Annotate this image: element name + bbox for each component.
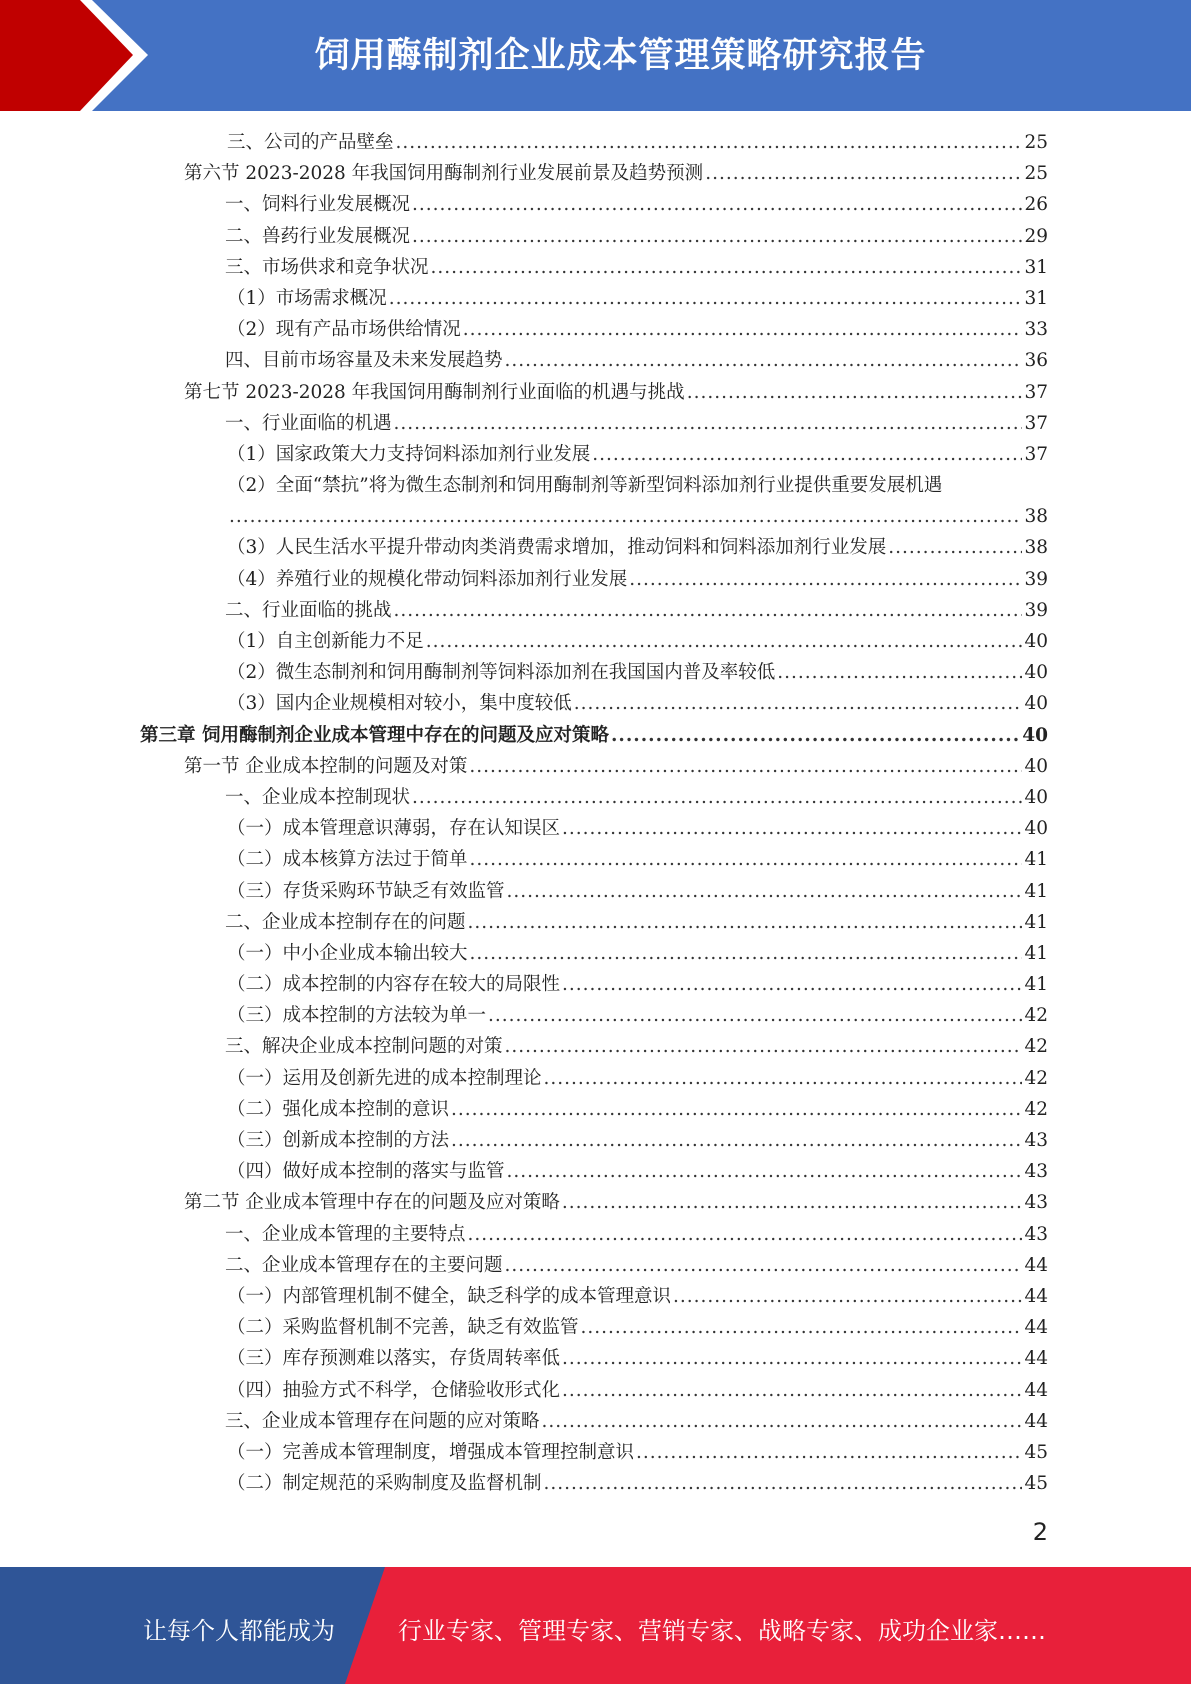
toc-entry-title: 三、企业成本管理存在问题的应对策略 [225,1410,540,1432]
toc-leader-dots [470,844,1023,875]
page-title: 饲用酶制剂企业成本管理策略研究报告 [314,36,927,76]
toc-page-number: 42 [1024,1005,1048,1027]
toc-leader-dots [777,657,1022,688]
toc-entry-title: 第七节 2023-2028 年我国饲用酶制剂行业面临的机遇与挑战 [184,381,685,403]
toc-entry-title: （一）完善成本管理制度，增强成本管理控制意识 [227,1441,635,1463]
toc-entry[interactable] [140,283,1048,314]
toc-leader-dots [229,501,1022,532]
toc-leader-dots [394,408,1023,439]
toc-leader-dots [412,189,1022,220]
toc-entry-title: （二）成本核算方法过于简单 [227,849,468,871]
toc-page-number: 42 [1024,1067,1048,1089]
toc-leader-dots [888,532,1022,563]
toc-leader-dots [488,1000,1022,1031]
toc-entry[interactable] [140,470,1048,501]
toc-entry[interactable] [140,252,1048,283]
toc-entry-title: 二、行业面临的挑战 [225,599,392,621]
toc-page-number: 43 [1024,1192,1048,1214]
toc-entry-title: 三、市场供求和竞争状况 [225,256,429,278]
toc-entry-title: 三、公司的产品壁垒 [227,132,394,153]
toc-leader-dots [468,907,1023,938]
toc-page-number: 44 [1024,1285,1048,1307]
toc-entry-title: （一）内部管理机制不健全，缺乏科学的成本管理意识 [227,1285,672,1307]
toc-leader-dots [451,1125,1022,1156]
toc-entry-title: （4）养殖行业的规模化带动饲料添加剂行业发展 [227,568,628,590]
toc-leader-dots [505,1250,1023,1281]
header-banner [0,0,1191,111]
toc-page-number: 40 [1024,662,1048,684]
toc-entry[interactable] [140,1468,1048,1499]
toc-page-number: 44 [1024,1317,1048,1339]
toc-page-number: 31 [1024,287,1048,309]
toc-leader-dots [470,938,1023,969]
toc-page-number: 37 [1024,443,1048,465]
toc-leader-dots [507,876,1023,907]
toc-page-number: 39 [1024,568,1048,590]
page-number: 2 [1032,1518,1048,1546]
toc-entry-title: （一）成本管理意识薄弱，存在认知误区 [227,818,561,840]
table-of-contents [140,127,1048,1499]
toc-entry[interactable] [140,1406,1048,1437]
toc-leader-dots [431,252,1023,283]
toc-leader-dots [468,1219,1023,1250]
toc-page-number: 40 [1024,818,1048,840]
toc-leader-dots [426,626,1023,657]
footer-slogan-right: 行业专家、管理专家、营销专家、战略专家、成功企业家…… [398,1617,1046,1645]
toc-entry[interactable] [140,1375,1048,1406]
toc-page-number: 38 [1024,537,1048,559]
toc-leader-dots [505,1031,1023,1062]
toc-chapter-entry[interactable] [140,720,1048,751]
toc-entry-title: （二）制定规范的采购制度及监督机制 [227,1473,542,1495]
toc-entry[interactable] [140,408,1048,439]
toc-page-number: 31 [1024,256,1048,278]
toc-entry-title: 一、行业面临的机遇 [225,412,392,434]
toc-entry-title: （一）中小企业成本输出较大 [227,942,468,964]
toc-leader-dots [636,1437,1022,1468]
toc-entry-title: 三、解决企业成本控制问题的对策 [225,1036,503,1058]
toc-page-number: 40 [1024,693,1048,715]
toc-leader-dots [562,813,1022,844]
toc-entry[interactable] [140,751,1048,782]
toc-page-number: 37 [1024,412,1048,434]
toc-entry-title: 第六节 2023-2028 年我国饲用酶制剂行业发展前景及趋势预测 [184,163,704,185]
toc-leader-dots [562,969,1022,1000]
toc-entry[interactable] [140,439,1048,470]
toc-page-number: 39 [1024,599,1048,621]
toc-page-number: 41 [1024,942,1048,964]
toc-leader-dots [544,1468,1023,1499]
toc-leader-dots [592,439,1022,470]
toc-page-number: 25 [1024,163,1048,185]
toc-page-number: 43 [1024,1161,1048,1183]
toc-entry-title: 二、兽药行业发展概况 [225,225,411,247]
toc-entry[interactable] [140,1031,1048,1062]
toc-leader-dots [412,221,1022,252]
toc-page-number: 40 [1024,755,1048,777]
toc-page-number: 37 [1024,381,1048,403]
toc-entry-title: （1）国家政策大力支持饲料添加剂行业发展 [227,443,591,465]
toc-leader-dots [412,782,1022,813]
toc-page-number: 33 [1024,319,1048,341]
toc-entry[interactable] [140,1156,1048,1187]
toc-entry-title: （二）强化成本控制的意识 [227,1098,450,1120]
toc-entry[interactable] [140,813,1048,844]
toc-page-number: 44 [1024,1379,1048,1401]
toc-entry-title: （三）存货采购环节缺乏有效监管 [227,880,505,902]
toc-entry[interactable] [140,221,1048,252]
toc-entry-title: （3）国内企业规模相对较小，集中度较低 [227,693,572,715]
toc-leader-dots [389,283,1023,314]
toc-page-number: 44 [1024,1348,1048,1370]
toc-entry[interactable] [140,1094,1048,1125]
toc-page-number: 45 [1024,1441,1048,1463]
toc-page-number: 40 [1024,631,1048,652]
toc-leader-dots [562,1187,1023,1218]
toc-entry[interactable] [140,1437,1048,1468]
toc-leader-dots [451,1094,1022,1125]
toc-leader-dots [705,158,1022,189]
toc-entry-title: （四）做好成本控制的落实与监管 [227,1161,505,1183]
toc-entry[interactable] [140,907,1048,938]
toc-entry-title: 第二节 企业成本管理中存在的问题及应对策略 [184,1192,560,1214]
toc-entry[interactable] [140,127,1048,158]
toc-leader-dots [394,595,1023,626]
toc-leader-dots [687,377,1023,408]
toc-entry[interactable] [140,626,1048,657]
toc-page-number: 40 [1022,724,1048,746]
toc-entry[interactable] [140,1187,1048,1218]
toc-leader-dots [581,1312,1023,1343]
toc-entry[interactable] [140,564,1048,595]
toc-entry[interactable] [140,1000,1048,1031]
toc-page-number: 42 [1024,1036,1048,1058]
toc-leader-dots [542,1406,1023,1437]
toc-leader-dots [611,720,1020,751]
toc-entry-title: （1）自主创新能力不足 [227,631,424,652]
toc-page-number: 40 [1024,786,1048,808]
toc-entry-title: （2）微生态制剂和饲用酶制剂等饲料添加剂在我国国内普及率较低 [227,662,776,684]
toc-leader-dots [507,1156,1023,1187]
toc-entry[interactable] [140,876,1048,907]
toc-entry[interactable] [140,688,1048,719]
toc-entry[interactable] [140,844,1048,875]
toc-entry[interactable] [140,377,1048,408]
toc-entry-title: （3）人民生活水平提升带动肉类消费需求增加，推动饲料和饲料添加剂行业发展 [227,537,887,559]
toc-leader-dots [469,751,1022,782]
footer-banner [0,1567,1191,1684]
toc-entry[interactable] [140,1125,1048,1156]
toc-page-number: 43 [1024,1130,1048,1151]
toc-entry-title: 二、企业成本控制存在的问题 [225,911,466,933]
toc-page-number: 41 [1024,880,1048,902]
toc-page-number: 36 [1024,350,1048,372]
toc-page-number: 45 [1024,1473,1048,1495]
toc-entry[interactable] [140,1219,1048,1250]
toc-page-number: 41 [1024,974,1048,996]
toc-entry-title: （二）成本控制的内容存在较大的局限性 [227,974,561,996]
toc-entry-title: （三）库存预测难以落实，存货周转率低 [227,1348,561,1370]
toc-page-number: 41 [1024,849,1048,871]
toc-entry-title: 第一节 企业成本控制的问题及对策 [184,755,468,777]
toc-entry-title: 第三章 饲用酶制剂企业成本管理中存在的问题及应对策略 [140,724,609,746]
toc-entry[interactable] [140,314,1048,345]
toc-entry-title: 一、企业成本控制现状 [225,786,411,808]
toc-leader-dots [562,1343,1022,1374]
toc-leader-dots [544,1063,1023,1094]
toc-entry[interactable] [140,532,1048,563]
toc-entry-title: （2）全面“禁抗”将为微生态制剂和饲用酶制剂等新型饲料添加剂行业提供重要发展机遇 [227,475,943,497]
toc-page-number: 29 [1024,225,1048,247]
toc-page-number: 44 [1024,1254,1048,1276]
toc-entry-title: 二、企业成本管理存在的主要问题 [225,1254,503,1276]
toc-entry-title: （四）抽验方式不科学，仓储验收形式化 [227,1379,561,1401]
toc-entry-title: 四、目前市场容量及未来发展趋势 [225,350,503,372]
toc-leader-dots [673,1281,1022,1312]
toc-leader-dots [463,314,1023,345]
arrow-decoration-icon [0,0,160,111]
toc-entry[interactable] [140,1343,1048,1374]
toc-entry[interactable] [140,189,1048,220]
footer-slogan-left: 让每个人都能成为 [143,1617,335,1645]
toc-entry[interactable] [140,1312,1048,1343]
toc-leader-dots [629,564,1022,595]
toc-entry-title: 一、饲料行业发展概况 [225,194,411,216]
toc-page-number: 38 [1024,506,1048,528]
toc-leader-dots [562,1375,1022,1406]
toc-leader-dots [396,127,1023,158]
toc-entry-title: 一、企业成本管理的主要特点 [225,1223,466,1245]
toc-entry-title: （1）市场需求概况 [227,287,387,309]
toc-entry[interactable] [140,1250,1048,1281]
toc-leader-dots [574,688,1023,719]
toc-entry[interactable] [140,938,1048,969]
toc-page-number: 26 [1024,194,1048,216]
toc-entry[interactable] [140,1063,1048,1094]
toc-entry[interactable] [140,782,1048,813]
toc-entry[interactable] [140,158,1048,189]
toc-entry-title: （三）创新成本控制的方法 [227,1130,450,1151]
toc-entry[interactable] [140,1281,1048,1312]
toc-entry-continuation [140,501,1048,532]
toc-page-number: 43 [1024,1223,1048,1245]
toc-page-number: 41 [1024,911,1048,933]
toc-page-number: 44 [1024,1410,1048,1432]
toc-leader-dots [505,345,1023,376]
toc-entry-title: （2）现有产品市场供给情况 [227,319,461,341]
toc-entry-title: （一）运用及创新先进的成本控制理论 [227,1067,542,1089]
toc-entry[interactable] [140,595,1048,626]
toc-entry-title: （二）采购监督机制不完善，缺乏有效监管 [227,1317,579,1339]
toc-entry-title: （三）成本控制的方法较为单一 [227,1005,487,1027]
toc-page-number: 25 [1024,132,1048,153]
toc-page-number: 42 [1024,1098,1048,1120]
toc-entry[interactable] [140,969,1048,1000]
toc-entry[interactable] [140,657,1048,688]
toc-entry[interactable] [140,345,1048,376]
